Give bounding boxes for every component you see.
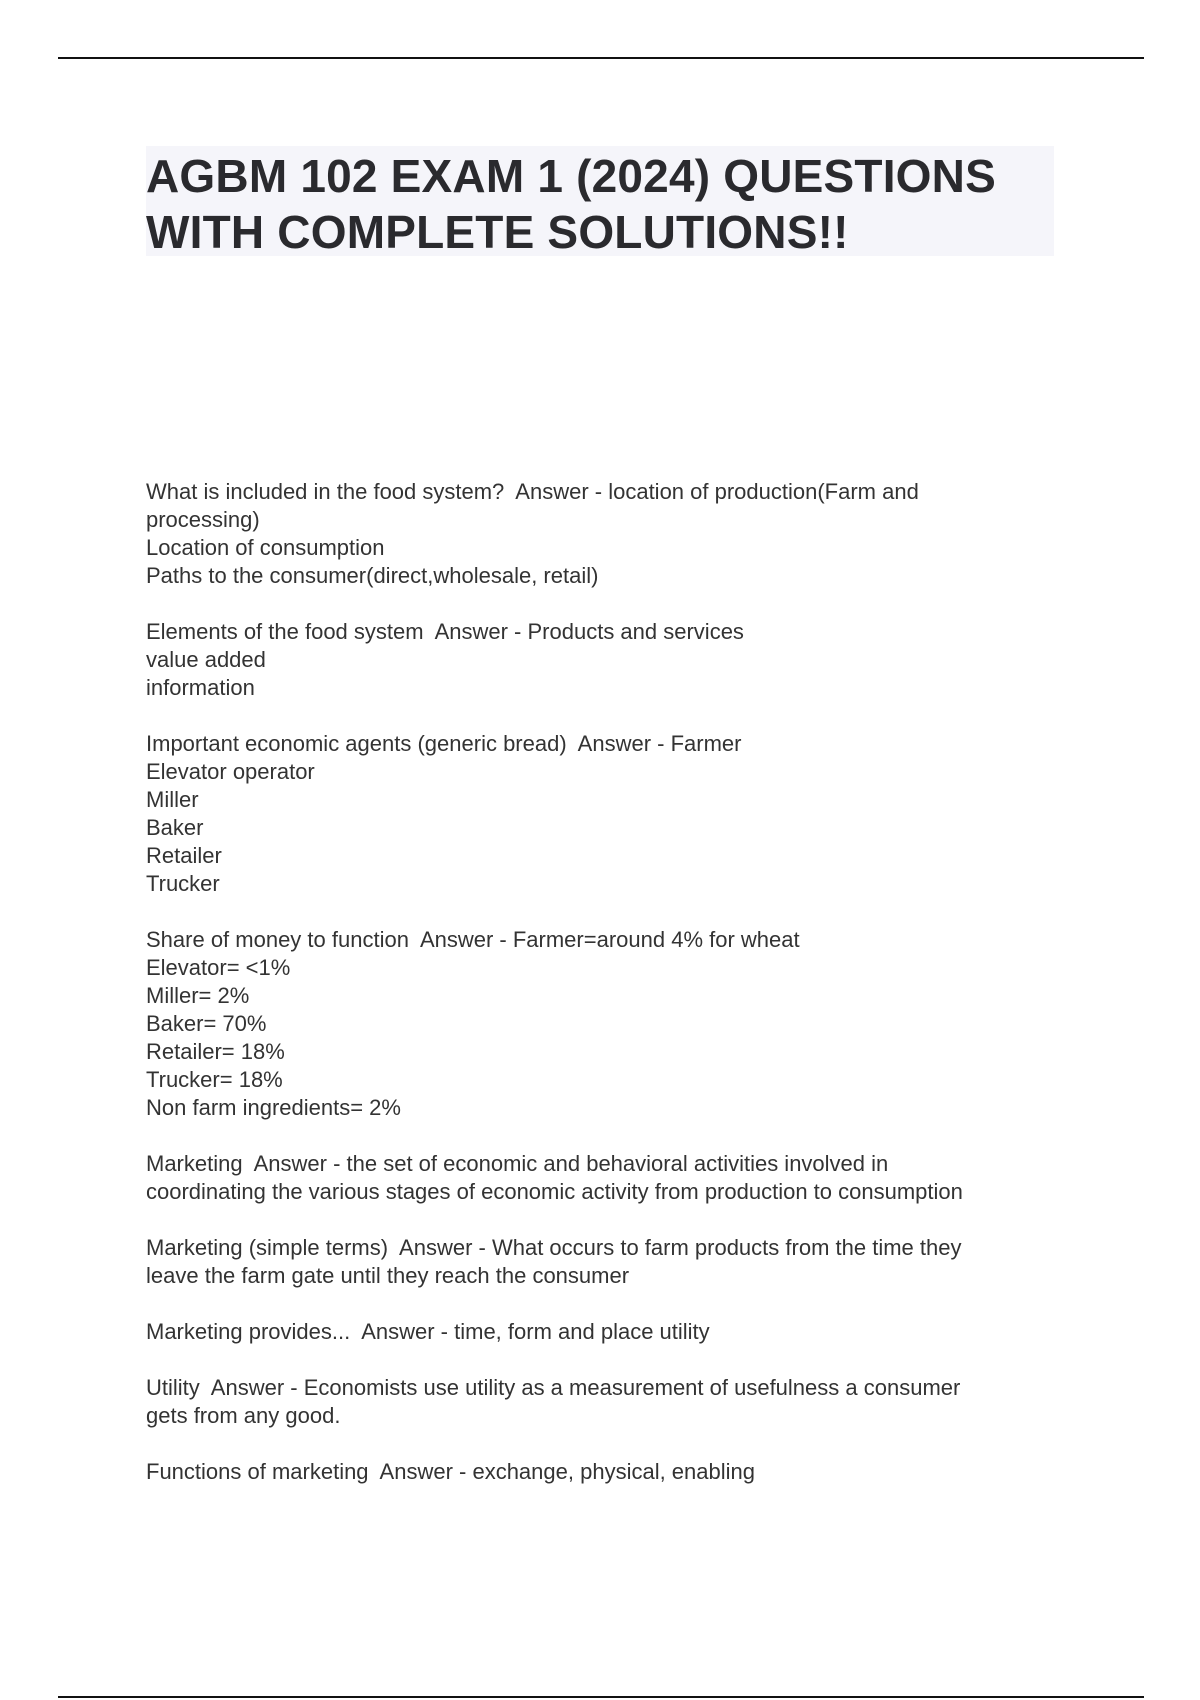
- qa-question-line: Utility Answer - Economists use utility as a measurement of usefulness a consumer: [146, 1375, 961, 1400]
- qa-answer-line: Non farm ingredients= 2%: [146, 1095, 401, 1120]
- title-line-1: AGBM 102 EXAM 1 (2024) QUESTIONS: [146, 150, 996, 202]
- qa-answer-line: value added: [146, 647, 266, 672]
- qa-answer-line: Elevator operator: [146, 759, 315, 784]
- title-line-2: WITH COMPLETE SOLUTIONS!!: [146, 206, 849, 258]
- qa-item: [146, 1150, 1076, 1206]
- qa-question-line: Marketing (simple terms) Answer - What occurs to farm products from the time they: [146, 1235, 962, 1260]
- qa-question-line: Marketing Answer - the set of economic and behavioral activities involved in: [146, 1151, 889, 1176]
- qa-question-line: Share of money to function Answer - Farmer=around 4% for wheat: [146, 927, 800, 952]
- qa-item: [146, 926, 1076, 1122]
- bottom-rule: [58, 1696, 1144, 1698]
- document-title: [146, 146, 1054, 260]
- top-rule: [58, 57, 1144, 59]
- qa-answer-line: information: [146, 675, 255, 700]
- qa-question-line: Elements of the food system Answer - Products and services: [146, 619, 744, 644]
- qa-question-line: Marketing provides... Answer - time, form and place utility: [146, 1319, 710, 1344]
- qa-item: [146, 1234, 1076, 1290]
- qa-answer-line: processing): [146, 507, 260, 532]
- qa-question-line: What is included in the food system? Answer - location of production(Farm and: [146, 479, 919, 504]
- qa-answer-line: Trucker= 18%: [146, 1067, 283, 1092]
- qa-answer-line: coordinating the various stages of economic activity from production to consumption: [146, 1179, 963, 1204]
- title-box: [146, 146, 1054, 256]
- qa-list: [146, 478, 1076, 1514]
- qa-answer-line: Baker= 70%: [146, 1011, 267, 1036]
- qa-item: [146, 1374, 1076, 1430]
- qa-answer-line: Location of consumption: [146, 535, 385, 560]
- qa-item: [146, 1318, 1076, 1346]
- qa-answer-line: Elevator= <1%: [146, 955, 291, 980]
- qa-answer-line: Miller: [146, 787, 199, 812]
- qa-answer-line: Retailer: [146, 843, 222, 868]
- qa-item: [146, 478, 1076, 590]
- qa-item: [146, 1458, 1076, 1486]
- qa-item: [146, 730, 1076, 898]
- qa-answer-line: Baker: [146, 815, 204, 840]
- qa-answer-line: Trucker: [146, 871, 220, 896]
- qa-question-line: Important economic agents (generic bread) Answer - Farmer: [146, 731, 742, 756]
- qa-answer-line: Miller= 2%: [146, 983, 250, 1008]
- qa-question-line: Functions of marketing Answer - exchange, physical, enabling: [146, 1459, 755, 1484]
- qa-answer-line: leave the farm gate until they reach the consumer: [146, 1263, 630, 1288]
- qa-answer-line: Paths to the consumer(direct,wholesale, retail): [146, 563, 599, 588]
- qa-answer-line: Retailer= 18%: [146, 1039, 285, 1064]
- qa-answer-line: gets from any good.: [146, 1403, 341, 1428]
- qa-item: [146, 618, 1076, 702]
